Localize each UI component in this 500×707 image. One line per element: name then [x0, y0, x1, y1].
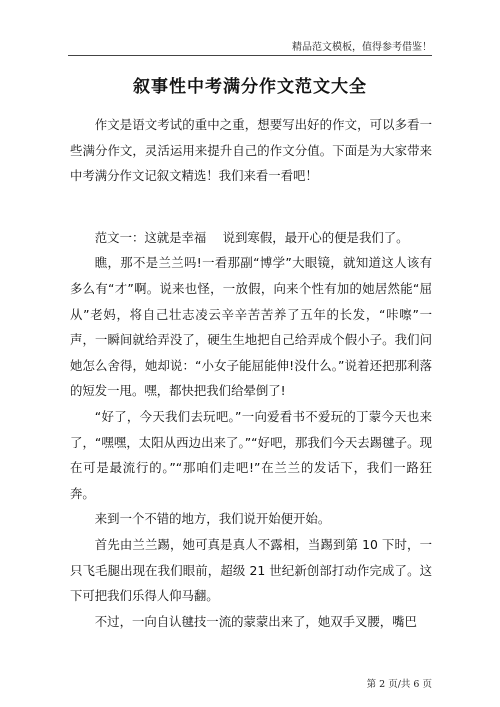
essay-paragraph: 不过，一向自认毽技一流的蒙蒙出来了，她双手叉腰，嘴巴 — [94, 613, 417, 629]
essay-heading-paragraph: 范文一：这就是幸福 说到寒假，最开心的便是我们了。 — [94, 229, 409, 245]
essay-paragraph: 首先由兰兰踢，她可真是真人不露相，当踢到第 10 下时，一只飞毛腿出现在我们眼前，超级 21 世纪新创部打动作完成了。这下可把我们乐得人仰马翻。 — [70, 536, 432, 604]
header-note: 精品范文模板，值得参考借鉴！ — [292, 42, 432, 53]
header-divider — [68, 55, 432, 56]
essay-paragraph: 来到一个不错的地方，我们说开始便开始。 — [94, 511, 331, 527]
page-number: 第 2 页/共 6 页 — [366, 679, 432, 690]
document-title: 叙事性中考满分作文范文大全 — [133, 77, 367, 97]
essay-paragraph: 瞧，那不是兰兰吗!一看那副“博学”大眼镜，就知道这人该有多么有“才”啊。说来也怪，一放假，向来个性有加的她居然能“屈从”老妈，将自己壮志凌云辛辛苦苦养了五年的长发，“咔嚓”一声，一瞬间就给弄没了，硬生生地把自己给弄成个假小子。我们问她怎么舍得，她却说：“小女子能屈能伸!没什么。”说着还把那利落的短发一甩。嘿，都快把我们给晕倒了! — [70, 255, 432, 399]
paragraph-spacer — [70, 189, 432, 225]
document-body — [70, 112, 432, 634]
essay-paragraph: “好了，今天我们去玩吧。”一向爱看书不爱玩的丁蒙今天也来了，“嘿嘿，太阳从西边出来了。”“好吧，那我们今天去踢毽子。现在可是最流行的。”“那咱们走吧!”在兰兰的发话下，我们一路狂奔。 — [70, 408, 432, 501]
intro-paragraph: 作文是语文考试的重中之重，想要写出好的作文，可以多看一些满分作文，灵活运用来提升自己的作文分值。下面是为大家带来中考满分作文记叙文精选！我们来看一看吧！ — [70, 117, 432, 184]
